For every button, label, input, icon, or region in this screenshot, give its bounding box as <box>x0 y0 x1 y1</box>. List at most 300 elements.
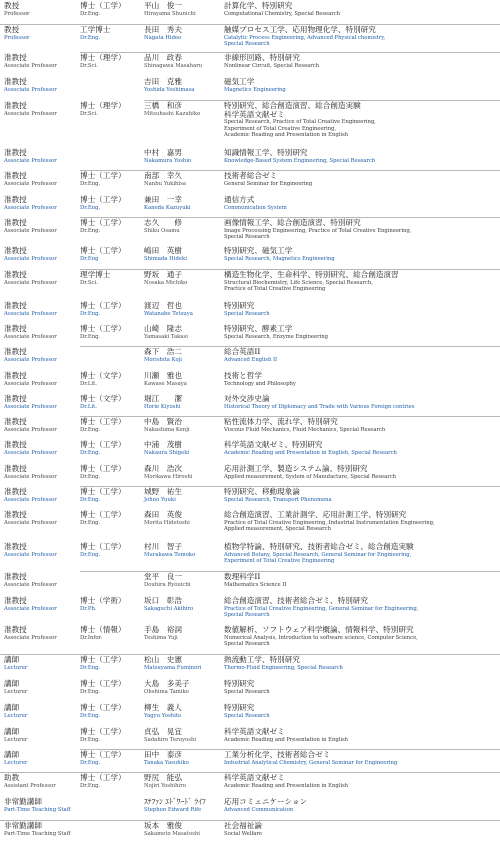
subjects-jp: 知識情報工学、特別研究 <box>224 148 308 157</box>
rank-jp: 講師 <box>4 703 20 712</box>
rank-cell <box>4 511 78 526</box>
subjects-jp: 工業分析化学、技術者総合ゼミ <box>224 750 331 759</box>
subjects-jp: 粘性流体力学、流れ学、特別研究 <box>224 417 338 426</box>
rank-en: Associate Professor <box>4 581 57 588</box>
rank-jp: 准教授 <box>4 464 27 473</box>
rank-jp: 准教授 <box>4 417 27 426</box>
rank-en: Associate Professor <box>4 310 57 317</box>
name-jp: 貞弘 晃宜 <box>144 727 182 736</box>
row-divider <box>80 346 500 347</box>
rank-cell <box>4 573 78 588</box>
name-cell <box>144 543 222 558</box>
name-jp: 堂平 良一 <box>144 572 182 581</box>
subjects-jp: 画像情報工学、総合創造演習、特別研究 <box>224 218 361 227</box>
degree-en: Dr.Ph. <box>80 605 97 612</box>
name-cell <box>144 219 222 234</box>
name-en: Stephen Edward Rife <box>144 806 202 813</box>
subjects-en: General Seminar for Engineering <box>224 180 313 187</box>
subjects-jp: 構造生物化学、生命科学、特別研究、総合創造演習 <box>224 270 399 279</box>
name-jp: 野尻 能弘 <box>144 773 182 782</box>
subjects-jp: 科学英語文献ゼミ <box>224 727 285 736</box>
rank-en: Associate Professor <box>4 356 57 363</box>
name-en: Douhira Ryouichi <box>144 581 191 588</box>
subjects-jp: 触媒プロセス工学、応用物理化学、特別研究 <box>224 25 376 34</box>
name-cell <box>144 418 222 433</box>
rank-en: Associate Professor <box>4 110 57 117</box>
degree-jp: 博士（工学） <box>80 218 126 227</box>
subjects-cell <box>224 597 498 618</box>
degree-cell <box>80 26 142 41</box>
name-jp: ｽﾃﾌｧﾝ ｴﾄﾞﾜｰﾄﾞ ﾗｲﾌ <box>144 797 206 806</box>
degree-cell <box>80 680 142 695</box>
name-jp: 嶋田 英樹 <box>144 246 182 255</box>
subjects-en: Advanced Botany, Special Research, General Seminar for Engineering, Experiment of Total Creative Engineering <box>224 551 412 564</box>
name-en: Yamasaki Takasi <box>144 333 188 340</box>
subjects-cell <box>224 2 498 17</box>
degree-en: Dr.Eng. <box>80 782 101 789</box>
rank-cell <box>4 626 78 641</box>
rank-cell <box>4 172 78 187</box>
degree-cell <box>80 704 142 719</box>
name-en: Sadahiro Teruyoshi <box>144 736 197 743</box>
name-cell <box>144 597 222 612</box>
name-cell <box>144 325 222 340</box>
degree-en: Dr.Eng. <box>80 310 101 317</box>
name-en: Kawase Masaya <box>144 380 187 387</box>
rank-cell <box>4 465 78 480</box>
degree-en: Dr.Eng. <box>80 473 101 480</box>
degree-jp: 博士（工学） <box>80 703 126 712</box>
subjects-cell <box>224 543 498 564</box>
rank-cell <box>4 247 78 262</box>
degree-en: Dr.Eng. <box>80 712 101 719</box>
subjects-en: Technology and Philosophy <box>224 380 296 387</box>
subjects-en: Advanced English II <box>224 356 278 363</box>
subjects-en: Special Research <box>224 310 270 317</box>
rank-cell <box>4 26 78 41</box>
rank-cell <box>4 418 78 433</box>
rank-jp: 教授 <box>4 1 20 10</box>
degree-cell <box>80 774 142 789</box>
rank-cell <box>4 751 78 766</box>
rank-en: Part-Time Teaching Staff <box>4 806 71 813</box>
rank-en: Associate Professor <box>4 634 57 641</box>
subjects-en: Computational Chemistry, Special Research <box>224 10 341 17</box>
subjects-jp: 技術と哲学 <box>224 371 262 380</box>
degree-cell <box>80 247 142 262</box>
name-cell <box>144 511 222 526</box>
subjects-jp: 総合創造演習、工業計測学、応用計測工学、特別研究 <box>224 510 407 519</box>
degree-cell <box>80 597 142 612</box>
subjects-jp: 特別研究 <box>224 703 255 712</box>
degree-en: Dr.Eng. <box>80 519 101 526</box>
subjects-en: Thermo-Fluid Engineering, Special Research <box>224 664 343 671</box>
degree-en: Dr.Lit. <box>80 403 97 410</box>
degree-en: Dr.Eng. <box>80 551 101 558</box>
subjects-jp: 技術者総合ゼミ <box>224 171 278 180</box>
rank-jp: 准教授 <box>4 572 27 581</box>
name-en: Shiku Osamu <box>144 227 180 234</box>
degree-en: Dr.Sci. <box>80 279 98 286</box>
degree-en: Dr.Eng. <box>80 496 101 503</box>
subjects-cell <box>224 78 498 93</box>
rank-cell <box>4 372 78 387</box>
degree-jp: 博士（工学） <box>80 655 126 664</box>
subjects-jp: 計算化学、特別研究 <box>224 1 293 10</box>
rank-cell <box>4 728 78 743</box>
subjects-cell <box>224 728 498 743</box>
name-cell <box>144 751 222 766</box>
name-en: Mitsuhashi Kazuhiko <box>144 110 201 117</box>
degree-en: Dr.Eng. <box>80 664 101 671</box>
name-jp: 堀江 潔 <box>144 394 182 403</box>
subjects-cell <box>224 751 498 766</box>
subjects-en: Magnetics Engineering <box>224 86 286 93</box>
rank-en: Associate Professor <box>4 473 57 480</box>
subjects-jp: 対外交渉史論 <box>224 394 270 403</box>
rank-jp: 准教授 <box>4 510 27 519</box>
subjects-cell <box>224 54 498 69</box>
rank-jp: 准教授 <box>4 625 27 634</box>
row-divider <box>80 170 500 171</box>
subjects-cell <box>224 302 498 317</box>
rank-cell <box>4 302 78 317</box>
degree-en: Dr.Eng. <box>80 333 101 340</box>
rank-en: Associate Professor <box>4 180 57 187</box>
subjects-cell <box>224 149 498 164</box>
degree-cell <box>80 441 142 456</box>
rank-jp: 准教授 <box>4 246 27 255</box>
subjects-cell <box>224 704 498 719</box>
subjects-cell <box>224 172 498 187</box>
name-cell <box>144 54 222 69</box>
rank-jp: 准教授 <box>4 487 27 496</box>
name-jp: 森田 英俊 <box>144 510 182 519</box>
rank-jp: 准教授 <box>4 596 27 605</box>
name-jp: 兼田 一幸 <box>144 195 182 204</box>
subjects-cell <box>224 626 498 647</box>
subjects-en: Special Research <box>224 712 270 719</box>
degree-jp: 博士（工学） <box>80 773 126 782</box>
name-cell <box>144 247 222 262</box>
subjects-jp: 総合創造演習、技術者総合ゼミ、特別研究 <box>224 596 368 605</box>
rank-cell <box>4 149 78 164</box>
rank-en: Lecturer <box>4 688 28 695</box>
rank-jp: 非常勤講師 <box>4 821 42 830</box>
name-cell <box>144 680 222 695</box>
rank-jp: 准教授 <box>4 218 27 227</box>
subjects-cell <box>224 348 498 363</box>
subjects-jp: 総合英語II <box>224 347 261 356</box>
name-en: Sakamoto Masatoshi <box>144 830 200 837</box>
degree-cell <box>80 488 142 503</box>
name-en: Yoshida Yoshimasa <box>144 86 195 93</box>
subjects-en: Image Processing Engineering, Practice of Total Creative Engineering, Special Research <box>224 227 412 240</box>
name-en: Morita Hidetoshi <box>144 519 190 526</box>
rank-en: Lecturer <box>4 712 28 719</box>
name-jp: 品川 政春 <box>144 53 182 62</box>
rank-jp: 講師 <box>4 750 20 759</box>
rank-cell <box>4 656 78 671</box>
name-cell <box>144 78 222 93</box>
rank-cell <box>4 822 78 837</box>
subjects-cell <box>224 196 498 211</box>
subjects-jp: 通信方式 <box>224 195 255 204</box>
rank-en: Associate Professor <box>4 333 57 340</box>
name-cell <box>144 656 222 671</box>
degree-cell <box>80 54 142 69</box>
degree-jp: 博士（工学） <box>80 1 126 10</box>
subjects-cell <box>224 798 498 813</box>
rank-cell <box>4 704 78 719</box>
degree-en: Dr.Eng. <box>80 204 101 211</box>
name-cell <box>144 271 222 286</box>
subjects-jp: 磁気工学 <box>224 77 255 86</box>
degree-en: Dr.Sci. <box>80 62 98 69</box>
degree-cell <box>80 325 142 340</box>
subjects-cell <box>224 219 498 240</box>
degree-en: Dr.Lit. <box>80 380 97 387</box>
subjects-en: Practice of Total Creative Engineering, Industrial Instrumentation Engineering, Applied measurement, Special Research <box>224 519 435 532</box>
subjects-en: Practice of Total Creative Engineering, General Seminar for Engineering, Special Research <box>224 605 419 618</box>
rank-jp: 准教授 <box>4 101 27 110</box>
rank-en: Lecturer <box>4 664 28 671</box>
row-divider <box>80 571 500 572</box>
degree-cell <box>80 302 142 317</box>
subjects-cell <box>224 822 498 837</box>
degree-cell <box>80 172 142 187</box>
rank-jp: 准教授 <box>4 440 27 449</box>
name-jp: 村川 智子 <box>144 542 182 551</box>
degree-jp: 博士（工学） <box>80 510 126 519</box>
name-en: Nagata Hideo <box>144 34 182 41</box>
subjects-en: Catalytic Process Engineering, Advanced Physical chemistry, Special Research <box>224 34 386 47</box>
degree-en: Dr.Eng. <box>80 180 101 187</box>
rank-jp: 教授 <box>4 25 20 34</box>
rank-cell <box>4 395 78 410</box>
name-en: Ohshima Tamiko <box>144 688 189 695</box>
degree-cell <box>80 2 142 17</box>
subjects-en: Academic Reading and Presentation in English, Special Research <box>224 449 397 456</box>
name-en: Nojiri Yoshihiro <box>144 782 186 789</box>
rank-cell <box>4 219 78 234</box>
rank-en: Associate Professor <box>4 403 57 410</box>
rank-cell <box>4 680 78 695</box>
degree-jp: 博士（文学） <box>80 371 126 380</box>
name-jp: 志久 修 <box>144 218 182 227</box>
name-jp: 野坂 通子 <box>144 270 182 279</box>
rank-jp: 准教授 <box>4 148 27 157</box>
subjects-cell <box>224 680 498 695</box>
subjects-cell <box>224 774 498 789</box>
subjects-jp: 植物学特論、特別研究、技術者総合ゼミ、総合創造実験 <box>224 542 414 551</box>
subjects-en: Knowledge-Based System Engineering, Special Research <box>224 157 376 164</box>
subjects-jp: 科学英語文献ゼミ <box>224 773 285 782</box>
subjects-jp: 数理科学II <box>224 572 261 581</box>
degree-cell <box>80 196 142 211</box>
name-en: Kaneda Kazuyuki <box>144 204 191 211</box>
rank-cell <box>4 348 78 363</box>
rank-en: Lecturer <box>4 736 28 743</box>
name-jp: 手島 裕詞 <box>144 625 182 634</box>
name-jp: 渡辺 哲也 <box>144 301 182 310</box>
subjects-en: Special Research, Transport Phenomena <box>224 496 332 503</box>
degree-cell <box>80 543 142 558</box>
subjects-en: Mathematics Science II <box>224 581 287 588</box>
degree-jp: 博士（工学） <box>80 195 126 204</box>
subjects-en: Special Research, Practice of Total Creative Engineering, Experiment of Total Creative Engineering, Academic Reading and Presentation in English <box>224 119 376 138</box>
name-en: Nosaka Michiko <box>144 279 188 286</box>
subjects-jp: 特別研究、酵素工学 <box>224 324 293 333</box>
rank-jp: 准教授 <box>4 171 27 180</box>
subjects-cell <box>224 102 498 138</box>
degree-en: Dr.Eng. <box>80 426 101 433</box>
name-en: Johno Yuuki <box>144 496 176 503</box>
name-en: Murakawa Tomoko <box>144 551 196 558</box>
subjects-en: Academic Reading and Presentation in English <box>224 782 349 789</box>
name-jp: 山崎 隆志 <box>144 324 182 333</box>
subjects-cell <box>224 325 498 340</box>
rank-en: Associate Professor <box>4 496 57 503</box>
name-cell <box>144 728 222 743</box>
rank-cell <box>4 2 78 17</box>
subjects-jp: 特別研究、磁気工学 <box>224 246 293 255</box>
name-jp: 中浦 茂樹 <box>144 440 182 449</box>
rank-cell <box>4 271 78 286</box>
rank-cell <box>4 54 78 69</box>
subjects-en: Applied measurement, System of Manufacture, Special Research <box>224 473 396 480</box>
degree-cell <box>80 465 142 480</box>
rank-jp: 講師 <box>4 727 20 736</box>
rank-cell <box>4 196 78 211</box>
degree-jp: 博士（学術） <box>80 596 126 605</box>
degree-jp: 博士（情報） <box>80 625 126 634</box>
name-jp: 長田 秀夫 <box>144 25 182 34</box>
name-jp: 城野 祐生 <box>144 487 182 496</box>
subjects-en: Special Research, Magnetics Engineering <box>224 255 335 262</box>
subjects-cell <box>224 441 498 456</box>
name-jp: 吉田 克雅 <box>144 77 182 86</box>
name-jp: 中村 嘉男 <box>144 148 182 157</box>
degree-jp: 博士（工学） <box>80 301 126 310</box>
degree-en: Dr.Infor. <box>80 634 103 641</box>
degree-en: Dr.Eng. <box>80 227 101 234</box>
name-cell <box>144 798 222 813</box>
name-cell <box>144 372 222 387</box>
subjects-cell <box>224 372 498 387</box>
rank-jp: 非常勤講師 <box>4 797 42 806</box>
name-cell <box>144 196 222 211</box>
subjects-cell <box>224 573 498 588</box>
degree-jp: 博士（工学） <box>80 542 126 551</box>
degree-cell <box>80 728 142 743</box>
degree-jp: 博士（理学） <box>80 101 126 110</box>
name-jp: 坂本 雅俊 <box>144 821 182 830</box>
subjects-en: Communication System <box>224 204 287 211</box>
degree-en: Dr.Eng. <box>80 10 101 17</box>
name-jp: 南部 幸久 <box>144 171 182 180</box>
rank-jp: 准教授 <box>4 53 27 62</box>
subjects-en: Social Welfare <box>224 830 262 837</box>
name-jp: 三橋 和彦 <box>144 101 182 110</box>
name-en: Watanabe Tetsuya <box>144 310 193 317</box>
degree-cell <box>80 656 142 671</box>
rank-en: Associate Professor <box>4 204 57 211</box>
rank-en: Associate Professor <box>4 157 57 164</box>
degree-jp: 工学博士 <box>80 25 111 34</box>
name-cell <box>144 395 222 410</box>
degree-jp: 博士（工学） <box>80 727 126 736</box>
name-jp: 中島 賢治 <box>144 417 182 426</box>
rank-en: Associate Professor <box>4 255 57 262</box>
rank-en: Lecturer <box>4 759 28 766</box>
subjects-jp: 特別研究 <box>224 679 255 688</box>
rank-cell <box>4 325 78 340</box>
rank-jp: 准教授 <box>4 270 27 279</box>
subjects-jp: 科学英語文献ゼミ、特別研究 <box>224 440 323 449</box>
rank-en: Assistant Professor <box>4 782 56 789</box>
rank-en: Associate Professor <box>4 380 57 387</box>
name-jp: 森川 浩次 <box>144 464 182 473</box>
subjects-en: Academic Reading and Presentation in English <box>224 736 349 743</box>
rank-jp: 准教授 <box>4 77 27 86</box>
subjects-en: Advanced Communication <box>224 806 294 813</box>
name-cell <box>144 626 222 641</box>
name-cell <box>144 465 222 480</box>
name-cell <box>144 822 222 837</box>
degree-cell <box>80 271 142 286</box>
degree-cell <box>80 102 142 117</box>
rank-en: Professor <box>4 10 30 17</box>
name-en: Nakaura Shigeki <box>144 449 190 456</box>
degree-jp: 博士（工学） <box>80 487 126 496</box>
degree-jp: 博士（工学） <box>80 246 126 255</box>
name-jp: 松山 史憲 <box>144 655 182 664</box>
subjects-cell <box>224 418 498 433</box>
subjects-en: Special Research, Enzyme Engineering <box>224 333 328 340</box>
degree-jp: 博士（工学） <box>80 679 126 688</box>
subjects-jp: 社会福祉論 <box>224 821 262 830</box>
subjects-cell <box>224 247 498 262</box>
name-cell <box>144 102 222 117</box>
name-en: Teshima Yuji <box>144 634 178 641</box>
name-en: Hirayama Shunichi <box>144 10 196 17</box>
degree-cell <box>80 626 142 641</box>
name-cell <box>144 302 222 317</box>
degree-cell <box>80 372 142 387</box>
rank-en: Associate Professor <box>4 519 57 526</box>
degree-en: Dr.Eng <box>80 255 99 262</box>
name-jp: 平山 俊一 <box>144 1 182 10</box>
rank-jp: 准教授 <box>4 324 27 333</box>
degree-jp: 博士（工学） <box>80 464 126 473</box>
subjects-en: Viscous Fluid Mechanics, Fluid Mechanics, Special Research <box>224 426 386 433</box>
rank-en: Professor <box>4 34 30 41</box>
degree-cell <box>80 395 142 410</box>
rank-jp: 講師 <box>4 655 20 664</box>
name-en: Morikawa Hiroshi <box>144 473 193 480</box>
degree-en: Dr.Eng. <box>80 449 101 456</box>
degree-jp: 博士（工学） <box>80 750 126 759</box>
degree-jp: 博士（工学） <box>80 324 126 333</box>
rank-jp: 准教授 <box>4 394 27 403</box>
name-cell <box>144 348 222 363</box>
name-cell <box>144 704 222 719</box>
subjects-en: Industrial Analytical Chemistry, General Seminar for Engineering <box>224 759 398 766</box>
rank-cell <box>4 774 78 789</box>
degree-en: Dr.Eng. <box>80 736 101 743</box>
subjects-en: Historical Theory of Diplomacy and Trade with Various Foreign contries <box>224 403 415 410</box>
